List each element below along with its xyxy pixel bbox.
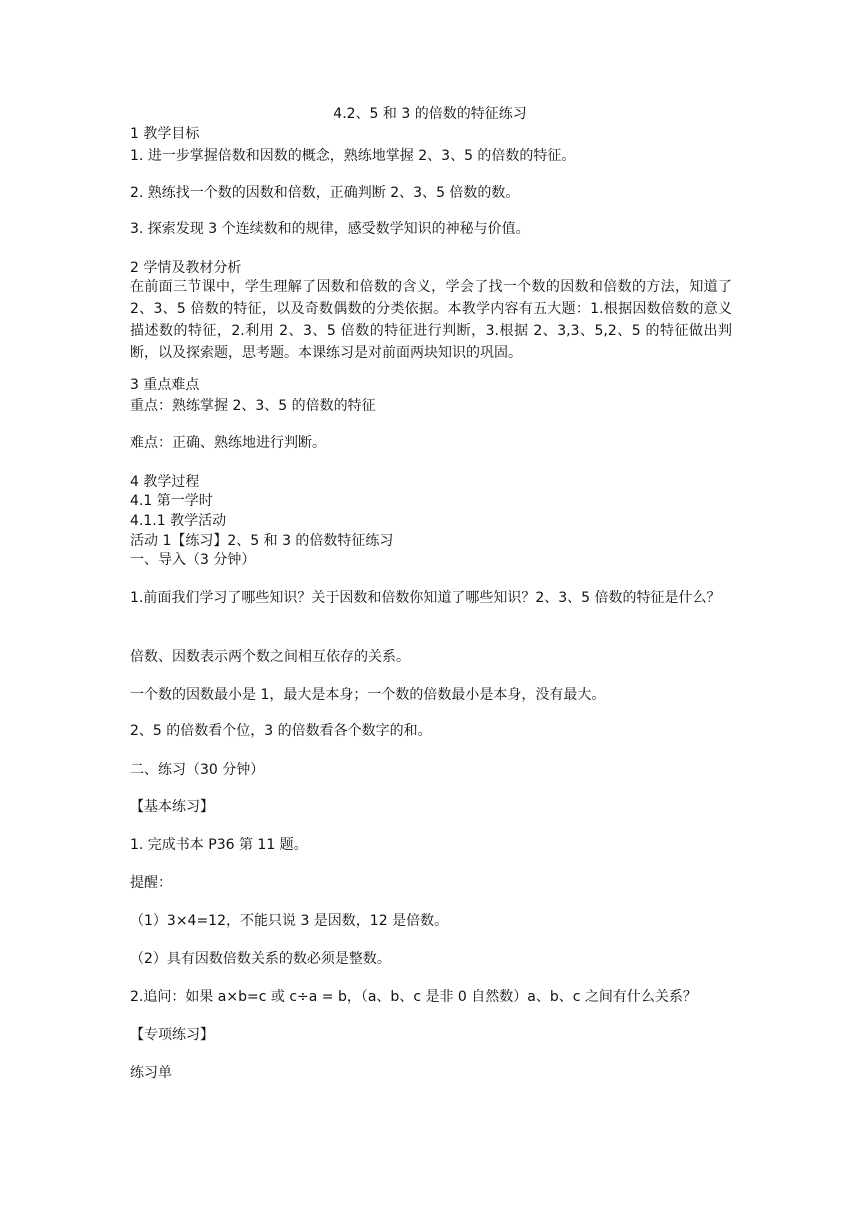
analysis-paragraph: 在前面三节课中，学生理解了因数和倍数的含义，学会了找一个数的因数和倍数的方法，知道了 2、3、5 倍数的特征，以及奇数偶数的分类依据。本教学内容有五大题：1.根据因数倍数的意义描述数的特征，2.利用 2、3、5 倍数的特征进行判断，3.根据 2、3,3、5,2、5 的特征做出判断，以及探索题，思考题。本课练习是对前面两块知识的巩固。	[130, 279, 732, 361]
reminder-line: （1）3×4=12，不能只说 3 是因数，12 是倍数。	[130, 913, 449, 929]
worksheet-label: 练习单	[130, 1065, 172, 1081]
difficulty-point: 难点：正确、熟练地进行判断。	[130, 435, 326, 451]
page-title: 4.2、5 和 3 的倍数的特征练习	[333, 106, 527, 122]
section-heading-keypoints: 3 重点难点	[130, 377, 200, 393]
answer-line: 一个数的因数最小是 1，最大是本身；一个数的倍数最小是本身，没有最大。	[130, 687, 606, 703]
activity-title: 活动 1【练习】2、5 和 3 的倍数特征练习	[130, 533, 394, 549]
reminder-line: （2）具有因数倍数关系的数必须是整数。	[130, 951, 391, 967]
basic-practice-heading: 【基本练习】	[130, 799, 214, 815]
exercise-line: 2.追问：如果 a×b=c 或 c÷a = b，（a、b、c 是非 0 自然数）a、b、c 之间有什么关系？	[130, 989, 697, 1005]
answer-line: 2、5 的倍数看个位，3 的倍数看各个数字的和。	[130, 723, 432, 739]
question-paragraph: 1.前面我们学习了哪些知识？关于因数和倍数你知道了哪些知识？2、3、5 倍数的特征是什么？	[130, 590, 721, 606]
reminder-label: 提醒：	[130, 875, 172, 891]
key-point: 重点：熟练掌握 2、3、5 的倍数的特征	[130, 398, 376, 414]
section-heading-process: 4 教学过程	[130, 474, 200, 490]
subheading-lesson: 4.1 第一学时	[130, 493, 213, 509]
exercise-line: 1. 完成书本 P36 第 11 题。	[130, 837, 308, 853]
section-heading-analysis: 2 学情及教材分析	[130, 260, 242, 276]
objective-item: 2. 熟练找一个数的因数和倍数，正确判断 2、3、5 倍数的数。	[130, 185, 520, 201]
part-heading-intro: 一、导入（3 分钟）	[130, 552, 256, 568]
subheading-activities: 4.1.1 教学活动	[130, 513, 227, 529]
objective-item: 3. 探索发现 3 个连续数和的规律，感受数学知识的神秘与价值。	[130, 221, 530, 237]
part-heading-practice: 二、练习（30 分钟）	[130, 762, 265, 778]
answer-line: 倍数、因数表示两个数之间相互依存的关系。	[130, 649, 410, 665]
section-heading-objectives: 1 教学目标	[130, 126, 200, 142]
special-practice-heading: 【专项练习】	[130, 1027, 214, 1043]
objective-item: 1. 进一步掌握倍数和因数的概念，熟练地掌握 2、3、5 的倍数的特征。	[130, 148, 576, 164]
